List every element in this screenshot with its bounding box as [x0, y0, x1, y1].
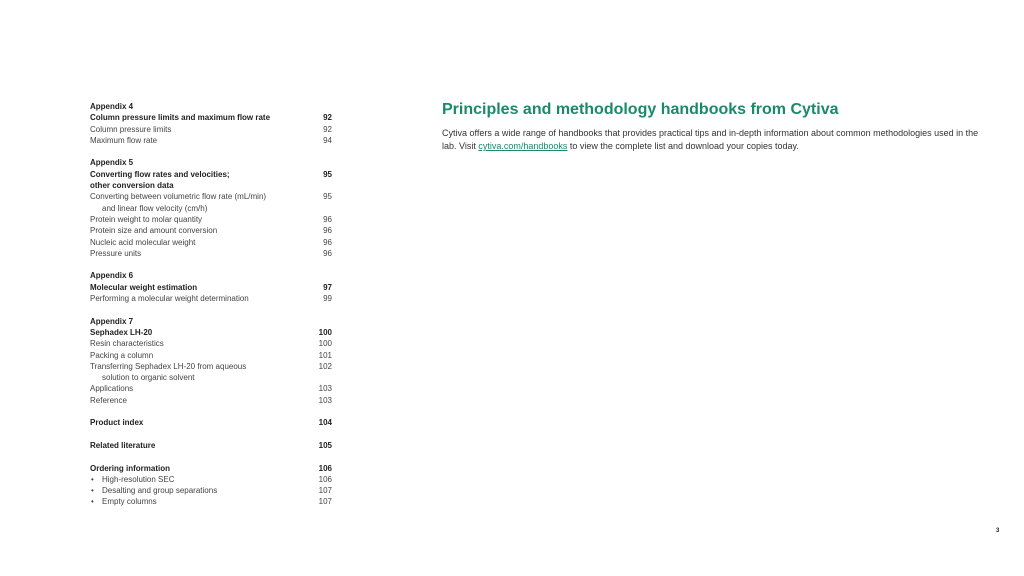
toc-page-number: 100 — [318, 327, 332, 337]
toc-bullet-entry[interactable]: • Desalting and group separations 107 — [90, 485, 332, 496]
toc-product-index — [90, 417, 332, 428]
toc-page-number: 105 — [318, 440, 332, 450]
page-number: 3 — [996, 528, 1000, 534]
toc-title-row[interactable] — [90, 463, 332, 474]
toc-title-row[interactable] — [90, 282, 332, 293]
toc-entry[interactable]: Packing a column 101 — [90, 350, 332, 360]
toc-title-row[interactable] — [90, 327, 332, 338]
toc-title-row[interactable] — [90, 112, 332, 123]
toc-entry[interactable]: Performing a molecular weight determination 99 — [90, 294, 332, 304]
promo-heading: Principles and methodology handbooks from Cytiva — [442, 101, 839, 118]
toc-title: Product index — [90, 418, 144, 428]
promo-body: Cytiva offers a wide range of handbooks that provides practical tips and in-depth information about common methodologies used in the lab. Visit cytiva.com/handbooks to view the complete list and download your copies today. — [442, 128, 979, 151]
handbooks-promo — [442, 101, 982, 153]
table-of-contents — [90, 101, 332, 519]
toc-bullet-entry[interactable]: • High-resolution SEC 106 — [90, 474, 332, 485]
toc-title: Related literature — [90, 440, 156, 450]
toc-title: Molecular weight estimation — [90, 282, 198, 292]
toc-entry[interactable]: Reference 103 — [90, 395, 332, 405]
toc-title-row[interactable] — [90, 417, 332, 428]
appendix-label: Appendix 7 — [90, 316, 134, 326]
toc-entry[interactable]: Resin characteristics 100 — [90, 339, 332, 349]
toc-title-cont: other conversion data — [90, 181, 174, 191]
toc-title-row[interactable] — [90, 440, 332, 451]
toc-entry[interactable]: Maximum flow rate 94 — [90, 135, 332, 145]
toc-entry[interactable]: Applications 103 — [90, 384, 332, 394]
toc-entry[interactable]: Transferring Sephadex LH-20 from aqueous 102 — [90, 361, 332, 371]
toc-page-number: 106 — [318, 463, 332, 473]
handbooks-link[interactable]: cytiva.com/handbooks — [478, 141, 568, 151]
toc-title-row[interactable] — [90, 169, 332, 180]
appendix-label: Appendix 6 — [90, 271, 134, 281]
toc-ordering-information — [90, 463, 332, 508]
appendix-label: Appendix 5 — [90, 158, 134, 168]
toc-entry-cont: and linear flow velocity (cm/h) — [102, 203, 208, 213]
toc-appendix-7 — [90, 316, 332, 406]
toc-title: Converting flow rates and velocities; — [90, 169, 230, 179]
toc-entry[interactable]: Nucleic acid molecular weight 96 — [90, 237, 332, 247]
toc-entry[interactable]: Protein weight to molar quantity 96 — [90, 214, 332, 224]
toc-page-number: 95 — [323, 169, 332, 179]
toc-entry[interactable]: Converting between volumetric flow rate (mL/min) 95 — [90, 192, 332, 202]
appendix-label: Appendix 4 — [90, 102, 134, 111]
toc-entry-cont: solution to organic solvent — [102, 373, 195, 383]
toc-appendix-6 — [90, 270, 332, 304]
toc-entry[interactable]: Column pressure limits 92 — [90, 124, 332, 134]
toc-appendix-5 — [90, 157, 332, 259]
toc-page-number: 104 — [318, 418, 332, 428]
toc-page-number: 92 — [323, 113, 332, 123]
toc-title: Ordering information — [90, 463, 170, 473]
toc-page-number: 97 — [323, 282, 332, 292]
toc-entry[interactable]: Protein size and amount conversion 96 — [90, 226, 332, 236]
toc-related-literature — [90, 440, 332, 451]
toc-entry[interactable]: Pressure units 96 — [90, 248, 332, 258]
toc-bullet-entry[interactable]: • Empty columns 107 — [90, 496, 332, 507]
toc-title: Sephadex LH-20 — [90, 327, 153, 337]
toc-appendix-4 — [90, 101, 332, 146]
toc-title: Column pressure limits and maximum flow rate — [90, 113, 271, 123]
